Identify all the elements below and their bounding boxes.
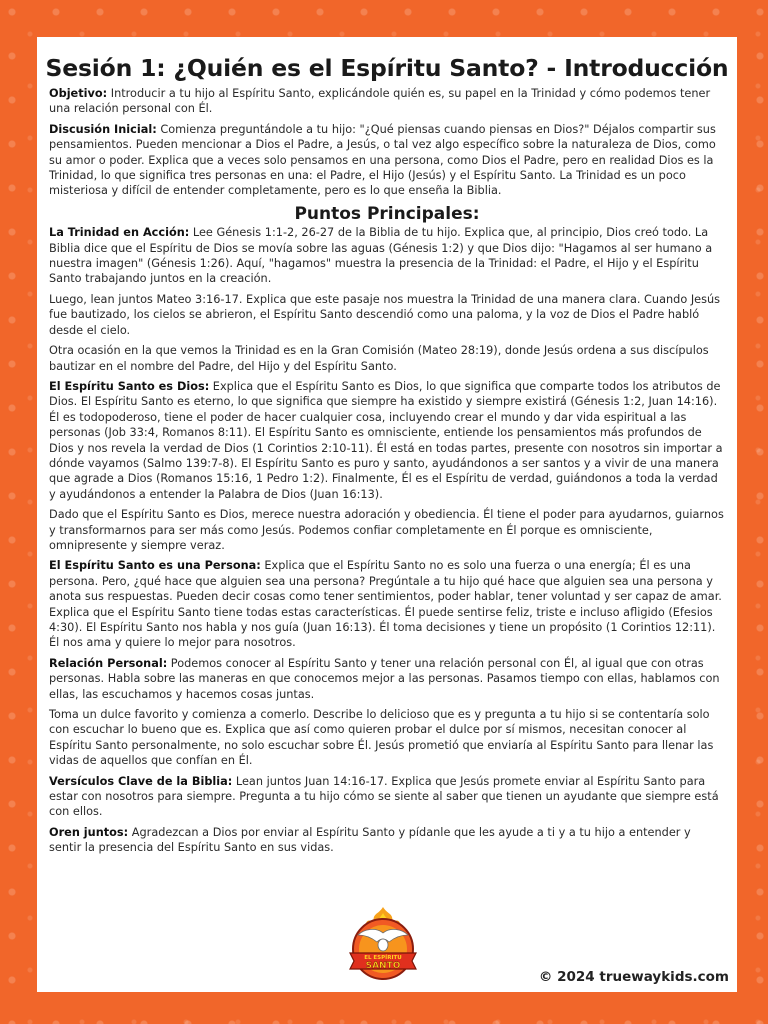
paragraph-label: El Espíritu Santo es una Persona: bbox=[49, 559, 261, 573]
logo-text-main: SANTO bbox=[365, 961, 401, 971]
paragraph-text: Otra ocasión en la que vemos la Trinidad es en la Gran Comisión (Mateo 28:19), donde Jesús ordena a sus discípulos bautizar en el nombre del Padre, del Hijo y del Espíritu Santo. bbox=[49, 344, 709, 373]
main-point-paragraph bbox=[49, 507, 725, 553]
espiritu-santo-logo bbox=[342, 905, 424, 983]
main-point-paragraph bbox=[49, 343, 725, 374]
paragraph-label: Oren juntos: bbox=[49, 825, 129, 839]
objective-label: Objetivo: bbox=[49, 87, 108, 100]
paragraph-text: Lean juntos Juan 14:16-17. Explica que Jesús promete enviar al Espíritu Santo para estar con nosotros para siempre. Pregunta a tu hijo cómo se siente al saber que tienen un ayudante que siempre está con ellos. bbox=[49, 774, 719, 819]
main-point-paragraph bbox=[49, 225, 725, 287]
main-point-paragraph bbox=[49, 558, 725, 650]
main-point-paragraph bbox=[49, 825, 725, 856]
discussion-label: Discusión Inicial: bbox=[49, 122, 157, 136]
paragraph-text: Explica que el Espíritu Santo no es solo una fuerza o una energía; Él es una persona. Pero, ¿qué hace que alguien sea una persona? Pregúntale a tu hijo qué hace que alguien sea una persona y anota sus respuestas. Pueden decir cosas como tener sentimientos, poder hablar, tener voluntad y ser capaz de amar. Explica que el Espíritu Santo tiene todas estas características. Él puede sentirse feliz, triste e incluso afligido (Efesios 4:30). El Espíritu Santo nos habla y nos guía (Juan 16:13). Él toma decisiones y tiene un propósito (1 Corintios 12:11). Él nos ama y quiere lo mejor para nosotros. bbox=[49, 559, 722, 650]
paragraph-label: La Trinidad en Acción: bbox=[49, 226, 190, 240]
page-title: Sesión 1: ¿Quién es el Espíritu Santo? - Introducción bbox=[45, 54, 729, 82]
main-point-paragraph bbox=[49, 707, 725, 769]
discussion-text: Comienza preguntándole a tu hijo: "¿Qué piensas cuando piensas en Dios?" Déjalos compartir sus pensamientos. Pueden mencionar a Dios el Padre, a Jesús, o tal vez algo específico sobre la naturaleza de Dios, como su amor o poder. Explica que a veces solo pensamos en una persona, como Dios el Padre, pero en realidad Dios es la Trinidad, lo que significa tres personas en una: el Padre, el Hijo (Jesús) y el Espíritu Santo. La Trinidad es un poco misteriosa y difícil de entender completamente, pero es lo que enseña la Biblia. bbox=[49, 122, 716, 198]
paragraph-text: Explica que el Espíritu Santo es Dios, lo que significa que comparte todos los atributos de Dios. El Espíritu Santo es eterno, lo que significa que siempre ha existido y siempre existirá (Génesis 1:2, Juan 14:16). Él es todopoderoso, tiene el poder de hacer cualquier cosa, incluyendo crear el mundo y dar vida espiritual a las personas (Job 33:4, Romanos 8:11). El Espíritu Santo es omnisciente, entiende los pensamientos más profundos de Dios y nos revela la verdad de Dios (1 Corintios 2:10-11). Él está en todas partes, presente con nosotros sin importar a dónde vayamos (Salmo 139:7-8). El Espíritu Santo es puro y santo, ayudándonos a ser santos y a vivir de una manera que agrade a Dios (Romanos 15:16, 1 Pedro 1:2). Finalmente, Él es el Espíritu de verdad, guiándonos a toda la verdad y ayudándonos a entender la Palabra de Dios (Juan 16:13). bbox=[49, 379, 723, 501]
main-point-paragraph bbox=[49, 656, 725, 702]
paragraph-label: Relación Personal: bbox=[49, 656, 168, 670]
paragraph-label: Versículos Clave de la Biblia: bbox=[49, 774, 233, 788]
logo-text-top: EL ESPÍRITU bbox=[364, 955, 402, 961]
main-point-paragraph bbox=[49, 379, 725, 502]
main-point-paragraph bbox=[49, 774, 725, 820]
paragraph-text: Toma un dulce favorito y comienza a comerlo. Describe lo delicioso que es y pregunta a tu hijo si se contentaría solo con escuchar lo bueno que es. Explica que así como quieren probar el dulce por sí mismos, necesitan conocer al Espíritu Santo personalmente, no solo escuchar sobre Él. Jesús prometió que enviaría al Espíritu Santo para llenar las vidas de aquellos que confían en Él. bbox=[49, 708, 714, 768]
paragraph-text: Lee Génesis 1:1-2, 26-27 de la Biblia de tu hijo. Explica que, al principio, Dios creó todo. La Biblia dice que el Espíritu de Dios se movía sobre las aguas (Génesis 1:2) y que Dios dijo: "Hagamos al ser humano a nuestra imagen" (Génesis 1:26). Aquí, "hagamos" muestra la presencia de la Trinidad: el Padre, el Hijo y el Espíritu Santo trabajando juntos en la creación. bbox=[49, 226, 713, 286]
paragraph-text: Dado que el Espíritu Santo es Dios, merece nuestra adoración y obediencia. Él tiene el poder para ayudarnos, guiarnos y transformarnos para ser más como Jesús. Podemos confiar completamente en Él porque es omnisciente, omnipresente y siempre veraz. bbox=[49, 508, 724, 552]
main-points-heading: Puntos Principales: bbox=[294, 203, 480, 224]
main-point-paragraph bbox=[49, 292, 725, 338]
paragraph-text: Luego, lean juntos Mateo 3:16-17. Explica que este pasaje nos muestra la Trinidad de una manera clara. Cuando Jesús fue bautizado, los cielos se abrieron, el Espíritu Santo descendió como una paloma, y la voz de Dios el Padre habló desde el cielo. bbox=[49, 292, 721, 337]
objective-text: Introducir a tu hijo al Espíritu Santo, explicándole quién es, su papel en la Trinidad y cómo podemos tener una relación personal con Él. bbox=[49, 87, 711, 116]
paragraph-text: Agradezcan a Dios por enviar al Espíritu Santo y pídanle que les ayude a ti y a tu hijo a entender y sentir la presencia del Espíritu Santo en sus vidas. bbox=[49, 825, 691, 855]
paragraph-label: El Espíritu Santo es Dios: bbox=[49, 379, 210, 393]
paragraph-text: Podemos conocer al Espíritu Santo y tener una relación personal con Él, al igual que con otras personas. Habla sobre las maneras en que conocemos mejor a las personas. Pasamos tiempo con ellas, hablamos con ellas, las escuchamos y hacemos cosas juntas. bbox=[49, 656, 720, 701]
copyright-text: © 2024 truewaykids.com bbox=[538, 969, 729, 985]
worksheet-page bbox=[37, 37, 737, 992]
objective-paragraph bbox=[49, 86, 725, 117]
lesson-content bbox=[37, 86, 737, 856]
discussion-paragraph bbox=[49, 122, 725, 199]
